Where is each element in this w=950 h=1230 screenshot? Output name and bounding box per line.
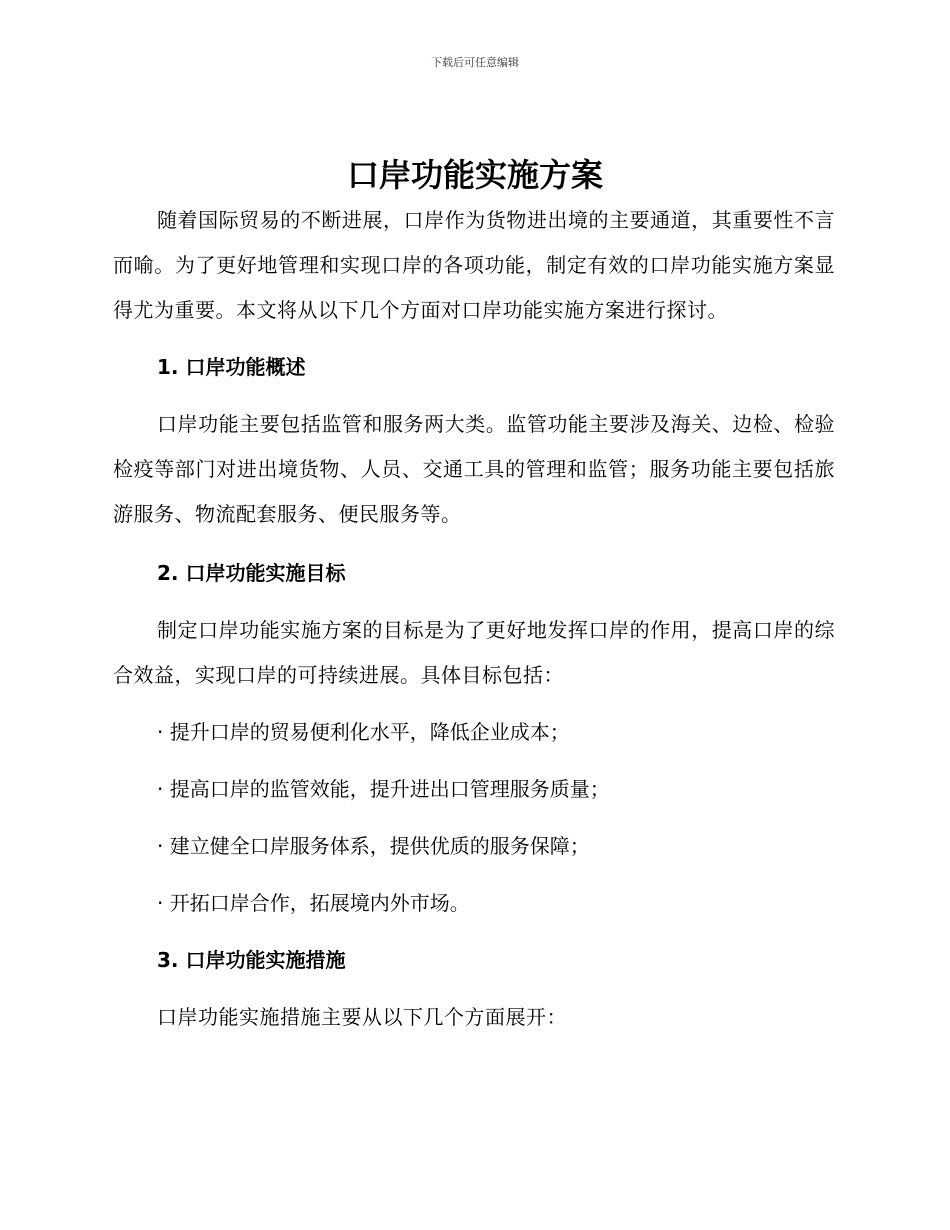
- document-body: [113, 198, 835, 1040]
- goal-bullet-3: · 建立健全口岸服务体系，提供优质的服务保障；: [157, 834, 590, 858]
- section-1-body: 口岸功能主要包括监管和服务两大类。监管功能主要涉及海关、边检、检验检疫等部门对进出境货物、人员、交通工具的管理和监管；服务功能主要包括旅游服务、物流配套服务、便民服务等。: [113, 412, 835, 526]
- intro-paragraph: 随着国际贸易的不断进展，口岸作为货物进出境的主要通道，其重要性不言而喻。为了更好地管理和实现口岸的各项功能，制定有效的口岸功能实施方案显得尤为重要。本文将从以下几个方面对口岸功能实施方案进行探讨。: [113, 208, 835, 322]
- section-3-heading: 3. 口岸功能实施措施: [157, 948, 346, 972]
- section-2-heading: 2. 口岸功能实施目标: [157, 561, 346, 585]
- section-1-heading: 1. 口岸功能概述: [157, 355, 306, 379]
- section-3-body: 口岸功能实施措施主要从以下几个方面展开：: [157, 1005, 567, 1029]
- section-2-body: 制定口岸功能实施方案的目标是为了更好地发挥口岸的作用，提高口岸的综合效益，实现口岸的可持续进展。具体目标包括：: [113, 618, 835, 687]
- goal-bullet-2: · 提高口岸的监管效能，提升进出口管理服务质量；: [157, 777, 610, 801]
- goal-bullet-1: · 提升口岸的贸易便利化水平，降低企业成本；: [157, 720, 570, 744]
- goal-bullet-4: · 开拓口岸合作，拓展境内外市场。: [157, 891, 470, 915]
- header-note: 下载后可任意编辑: [431, 56, 519, 69]
- document-title: 口岸功能实施方案: [346, 156, 603, 194]
